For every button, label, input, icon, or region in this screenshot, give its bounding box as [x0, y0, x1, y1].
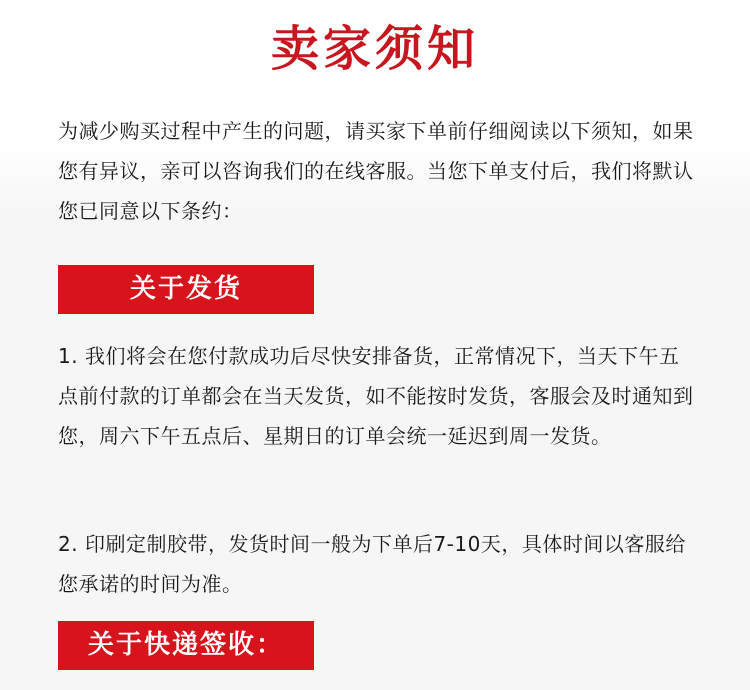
intro-paragraph: 为减少购买过程中产生的问题，请买家下单前仔细阅读以下须知，如果您有异议，亲可以咨询我们的在线客服。当您下单支付后，我们将默认您已同意以下条约：: [58, 119, 694, 223]
shipping-item-2: 2. 印刷定制胶带，发货时间一般为下单后7-10天，具体时间以客服给您承诺的时间为准。: [58, 532, 686, 596]
page-title: 卖家须知: [270, 21, 479, 77]
section-heading-shipping: 关于发货: [58, 265, 314, 314]
shipping-item-1: 1. 我们将会在您付款成功后尽快安排备货，正常情况下，当天下午五点前付款的订单都会在当天发货，如不能按时发货，客服会及时通知到您，周六下午五点后、星期日的订单会统一延迟到周一发货。: [58, 344, 694, 448]
section-heading-delivery-receipt: 关于快递签收：: [58, 621, 314, 670]
